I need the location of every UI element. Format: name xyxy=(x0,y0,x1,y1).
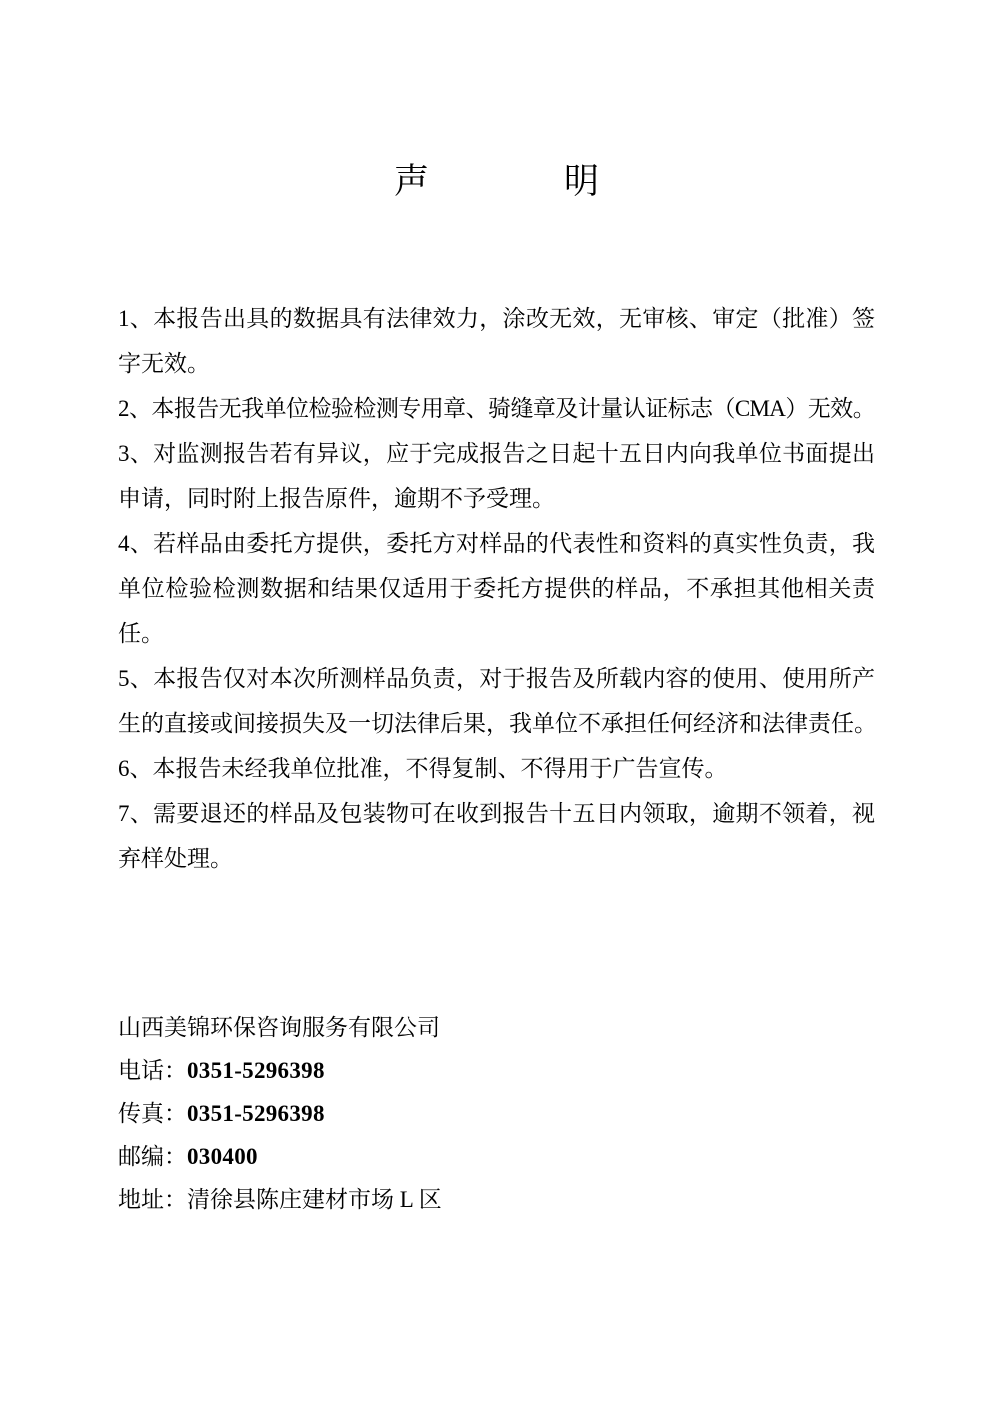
statement-line: 1、本报告出具的数据具有法律效力，涂改无效，无审核、审定（批准）签 xyxy=(118,306,875,331)
statement-line: 申请，同时附上报告原件，逾期不予受理。 xyxy=(118,486,555,511)
phone-value: 0351-5296398 xyxy=(187,1058,325,1083)
statement-paragraph-5 xyxy=(118,656,875,746)
address-label: 地址： xyxy=(118,1187,187,1212)
phone-label: 电话： xyxy=(118,1058,187,1083)
statement-line: 3、对监测报告若有异议，应于完成报告之日起十五日内向我单位书面提出 xyxy=(118,441,875,466)
contact-block xyxy=(118,1006,875,1221)
statement-line: 单位检验检测数据和结果仅适用于委托方提供的样品，不承担其他相关责 xyxy=(118,576,875,601)
phone-line xyxy=(118,1049,875,1092)
postcode-label: 邮编： xyxy=(118,1144,187,1169)
statement-line: 6、本报告未经我单位批准，不得复制、不得用于广告宣传。 xyxy=(118,756,728,781)
statement-line: 字无效。 xyxy=(118,351,210,376)
statement-body xyxy=(118,296,875,881)
address-line xyxy=(118,1178,875,1221)
statement-line: 生的直接或间接损失及一切法律后果，我单位不承担任何经济和法律责任。 xyxy=(118,711,877,736)
statement-paragraph-4 xyxy=(118,521,875,656)
statement-line: 任。 xyxy=(118,621,164,646)
fax-value: 0351-5296398 xyxy=(187,1101,325,1126)
statement-paragraph-3 xyxy=(118,431,875,521)
title-char-left: 声 xyxy=(393,162,429,201)
title-char-right: 明 xyxy=(564,162,600,201)
statement-paragraph-2 xyxy=(118,386,875,431)
statement-paragraph-6 xyxy=(118,746,875,791)
statement-line: 7、需要退还的样品及包装物可在收到报告十五日内领取，逾期不领着，视 xyxy=(118,801,875,826)
address-value: 清徐县陈庄建材市场 L 区 xyxy=(187,1187,442,1212)
statement-paragraph-7 xyxy=(118,791,875,881)
page-title xyxy=(118,164,875,199)
fax-line xyxy=(118,1092,875,1135)
statement-line: 2、本报告无我单位检验检测专用章、骑缝章及计量认证标志（CMA）无效。 xyxy=(118,396,875,421)
statement-line: 4、若样品由委托方提供，委托方对样品的代表性和资料的真实性负责，我 xyxy=(118,531,875,556)
fax-label: 传真： xyxy=(118,1101,187,1126)
statement-line: 5、本报告仅对本次所测样品负责，对于报告及所载内容的使用、使用所产 xyxy=(118,666,875,691)
postcode-value: 030400 xyxy=(187,1144,258,1169)
statement-paragraph-1 xyxy=(118,296,875,386)
company-name: 山西美锦环保咨询服务有限公司 xyxy=(118,1015,440,1040)
statement-line: 弃样处理。 xyxy=(118,846,233,871)
postcode-line xyxy=(118,1135,875,1178)
